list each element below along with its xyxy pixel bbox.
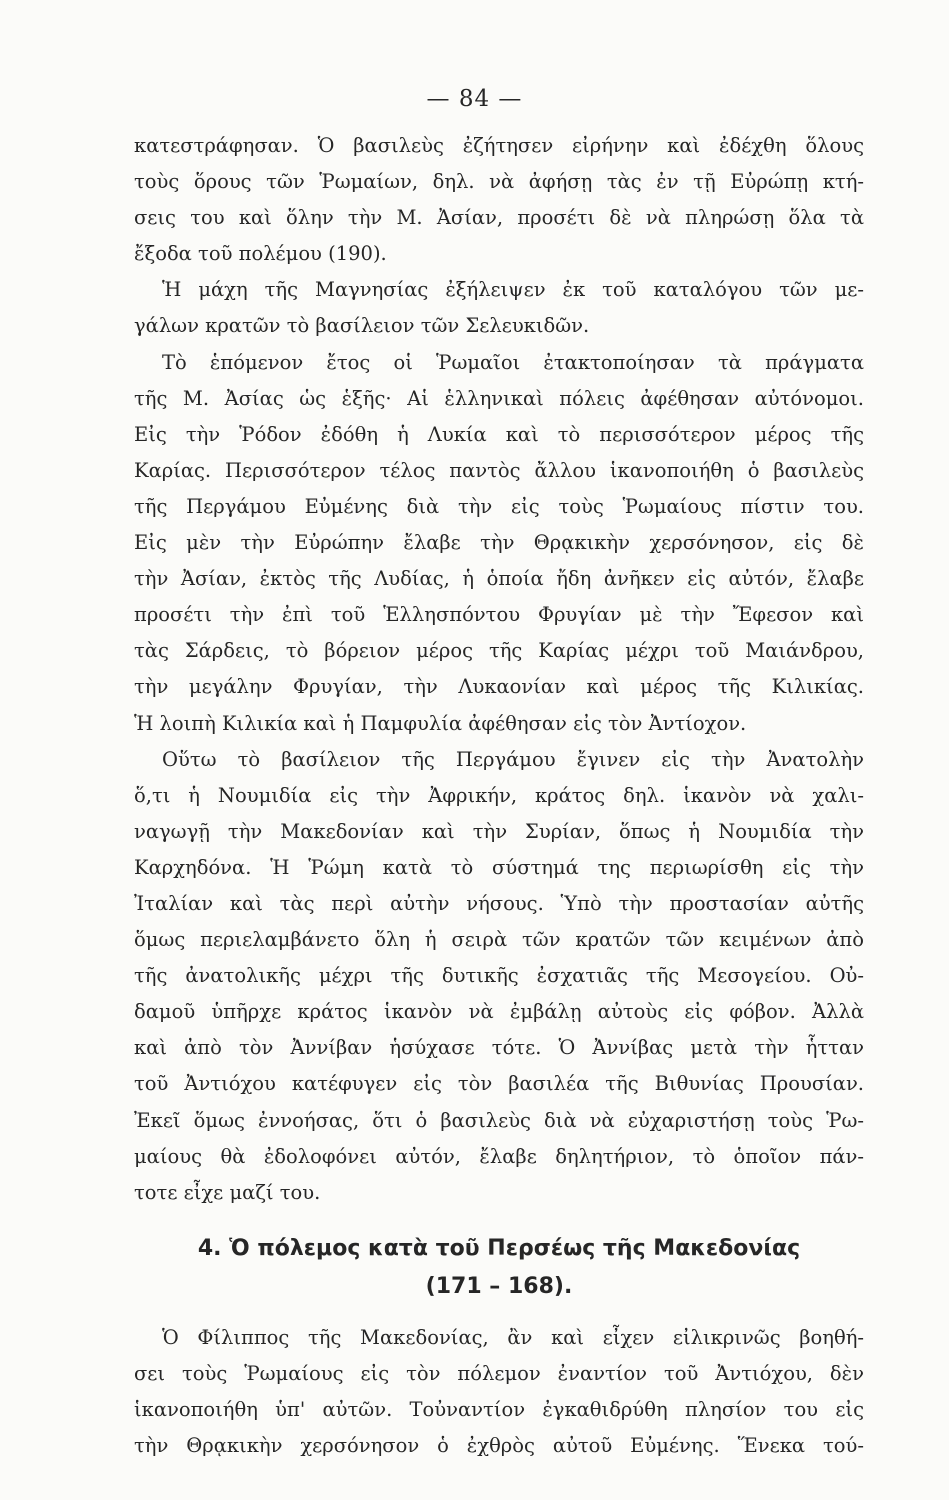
text-line: ὅ,τι ἡ Νουμιδία εἰς τὴν Ἀφρικήν, κράτος δηλ. ἱκανὸν νὰ χαλι- [134, 783, 864, 807]
text-line: γάλων κρατῶν τὸ βασίλειον τῶν Σελευκιδῶν. [134, 314, 590, 338]
text-line: καὶ ἀπὸ τὸν Ἀννίβαν ἡσύχασε τότε. Ὁ Ἀννίβας μετὰ τὴν ἧτταν [134, 1036, 864, 1060]
text-line: Τὸ ἑπόμενον ἔτος οἱ Ῥωμαῖοι ἐτακτοποίησαν τὰ πράγματα [162, 350, 864, 374]
text-line: σεις του καὶ ὅλην τὴν Μ. Ἀσίαν, προσέτι δὲ νὰ πληρώσῃ ὅλα τὰ [134, 206, 864, 230]
text-line: τὴν Θρᾳκικὴν χερσόνησον ὁ ἐχθρὸς αὐτοῦ Εὐμένης. Ἕνεκα τού- [134, 1434, 864, 1458]
text-line: Οὕτω τὸ βασίλειον τῆς Περγάμου ἔγινεν εἰς τὴν Ἀνατολὴν [162, 747, 864, 771]
text-line: Καρίας. Περισσότερον τέλος παντὸς ἄλλου ἱκανοποιήθη ὁ βασιλεὺς [134, 458, 864, 482]
text-line: Ἰταλίαν καὶ τὰς περὶ αὐτὴν νήσους. Ὑπὸ τὴν προστασίαν αὐτῆς [134, 891, 864, 915]
text-line: προσέτι τὴν ἐπὶ τοῦ Ἑλλησπόντου Φρυγίαν μὲ τὴν Ἔφεσον καὶ [134, 603, 864, 627]
text-line: Ὁ Φίλιππος τῆς Μακεδονίας, ἂν καὶ εἶχεν εἰλικρινῶς βοηθή- [162, 1326, 864, 1349]
section-paragraph [134, 1320, 864, 1464]
text-line: κατεστράφησαν. Ὁ βασιλεὺς ἐζήτησεν εἰρήνην καὶ ἐδέχθη ὅλους [134, 134, 864, 157]
main-paragraphs [134, 128, 864, 1211]
text-line: ὅμως περιελαμβάνετο ὅλη ἡ σειρὰ τῶν κρατῶν τῶν κειμένων ἀπὸ [134, 928, 864, 952]
text-line: τοὺς ὅρους τῶν Ῥωμαίων, δηλ. νὰ ἀφήσῃ τὰς ἐν τῇ Εὐρώπῃ κτή- [134, 170, 864, 194]
section-heading-dates: (171 – 168). [425, 1274, 573, 1299]
text-line: Ἐκεῖ ὅμως ἐννοήσας, ὅτι ὁ βασιλεὺς διὰ νὰ εὐχαριστήσῃ τοὺς Ῥω- [134, 1108, 864, 1132]
text-line: τῆς ἀνατολικῆς μέχρι τῆς δυτικῆς ἐσχατιᾶς τῆς Μεσογείου. Οὐ- [134, 964, 864, 988]
text-line: τῆς Περγάμου Εὐμένης διὰ τὴν εἰς τοὺς Ῥωμαίους πίστιν του. [134, 494, 864, 518]
text-line: Καρχηδόνα. Ἡ Ῥώμη κατὰ τὸ σύστημά της περιωρίσθη εἰς τὴν [134, 855, 864, 879]
text-line: δαμοῦ ὑπῆρχε κράτος ἱκανὸν νὰ ἐμβάλῃ αὐτοὺς εἰς φόβον. Ἀλλὰ [134, 1000, 864, 1024]
text-line: ναγωγῇ τὴν Μακεδονίαν καὶ τὴν Συρίαν, ὅπως ἡ Νουμιδία τὴν [134, 819, 864, 843]
text-line: Ἡ μάχη τῆς Μαγνησίας ἐξήλειψεν ἐκ τοῦ καταλόγου τῶν με- [162, 278, 864, 302]
text-line: τὴν μεγάλην Φρυγίαν, τὴν Λυκαονίαν καὶ μέρος τῆς Κιλικίας. [134, 675, 864, 699]
text-line: τοῦ Ἀντιόχου κατέφυγεν εἰς τὸν βασιλέα τῆς Βιθυνίας Προυσίαν. [134, 1072, 864, 1096]
text-line: ἔξοδα τοῦ πολέμου (190). [134, 242, 387, 266]
text-line: τοτε εἶχε μαζί του. [134, 1180, 321, 1204]
text-line: ἱκανοποιήθη ὑπ' αὐτῶν. Τοὐναντίον ἐγκαθιδρύθη πλησίον του εἰς [134, 1398, 864, 1422]
text-line: μαίους θὰ ἐδολοφόνει αὐτόν, ἔλαβε δηλητήριον, τὸ ὁποῖον πάν- [134, 1144, 864, 1168]
text-line: σει τοὺς Ῥωμαίους εἰς τὸν πόλεμον ἐναντίον τοῦ Ἀντιόχου, δὲν [134, 1362, 864, 1386]
text-line: τὰς Σάρδεις, τὸ βόρειον μέρος τῆς Καρίας μέχρι τοῦ Μαιάνδρου, [134, 639, 864, 663]
text-line: τὴν Ἀσίαν, ἐκτὸς τῆς Λυδίας, ἡ ὁποία ἤδη ἀνῆκεν εἰς αὐτόν, ἔλαβε [134, 567, 864, 591]
text-line: Ἡ λοιπὴ Κιλικία καὶ ἡ Παμφυλία ἀφέθησαν εἰς τὸν Ἀντίοχον. [134, 711, 747, 735]
page-number: — 84 — [426, 86, 523, 112]
text-line: Εἰς μὲν τὴν Εὐρώπην ἔλαβε τὴν Θρᾳκικὴν χερσόνησον, εἰς δὲ [134, 531, 864, 555]
text-line: Εἰς τὴν Ῥόδον ἐδόθη ἡ Λυκία καὶ τὸ περισσότερον μέρος τῆς [134, 422, 864, 446]
section-heading: 4. Ὁ πόλεμος κατὰ τοῦ Περσέως τῆς Μακεδονίας [197, 1236, 801, 1261]
text-line: τῆς Μ. Ἀσίας ὡς ἑξῆς· Αἱ ἑλληνικαὶ πόλεις ἀφέθησαν αὐτόνομοι. [134, 386, 864, 410]
